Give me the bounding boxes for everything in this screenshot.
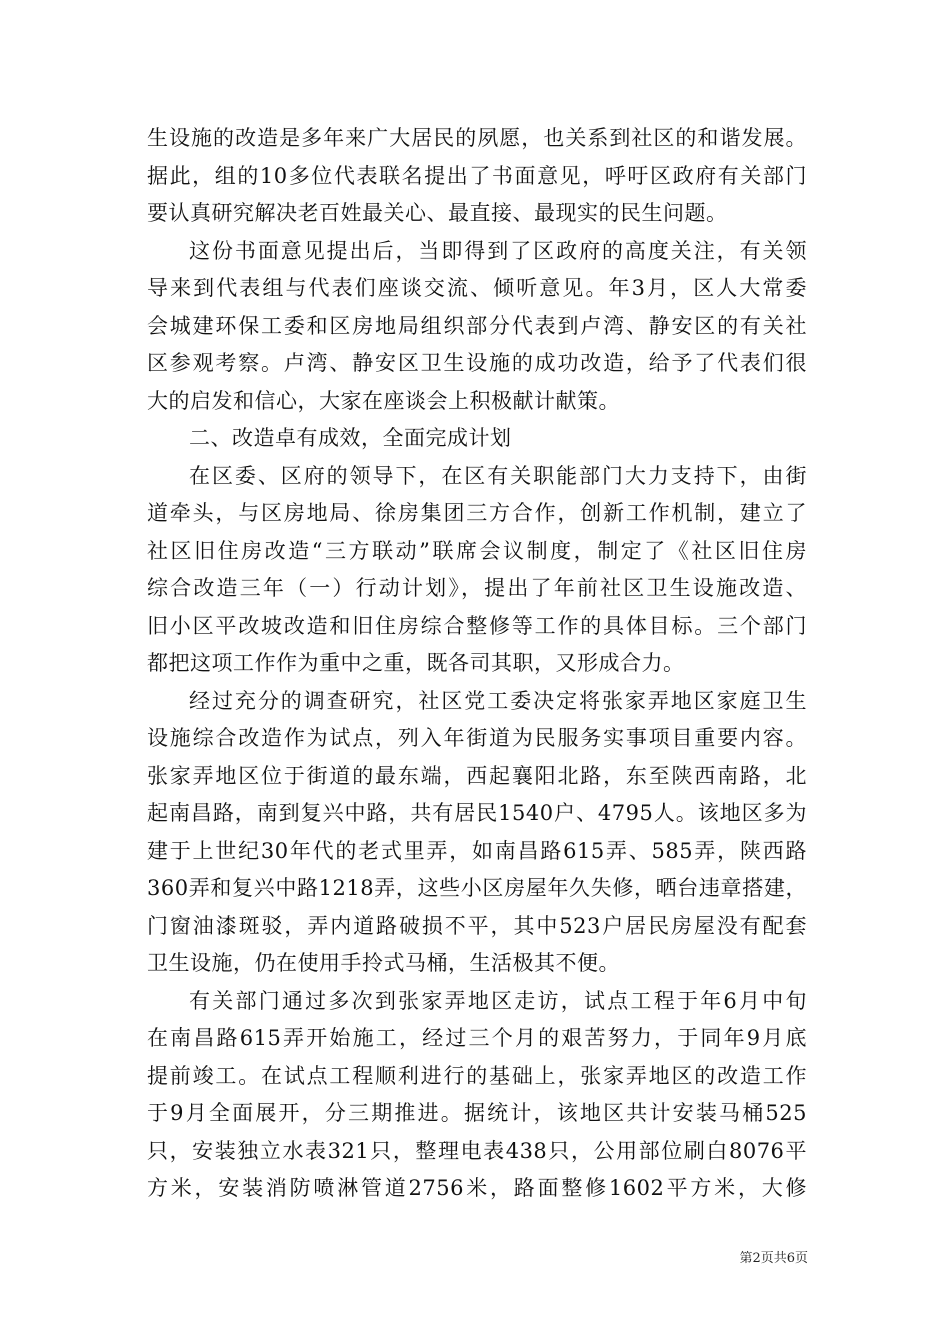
text-line: 都把这项工作作为重中之重，既各司其职，又形成合力。 — [147, 651, 685, 675]
text-line: 社区旧住房改造“三方联动”联席会议制度，制定了《社区旧住房 — [147, 538, 807, 563]
text-line: 360弄和复兴中路1218弄，这些小区房屋年久失修，晒台违章搭建， — [147, 876, 807, 900]
text-line: 导来到代表组与代表们座谈交流、倾听意见。年3月，区人大常委 — [147, 276, 807, 300]
text-line: 于9月全面展开，分三期推进。据统计，该地区共计安装马桶525 — [147, 1101, 807, 1125]
text-line: 设施综合改造作为试点，列入年街道为民服务实事项目重要内容。 — [147, 726, 807, 750]
paragraph-first-line: 经过充分的调查研究，社区党工委决定将张家弄地区家庭卫生 — [189, 688, 807, 713]
text-line: 在南昌路615弄开始施工，经过三个月的艰苦努力，于同年9月底 — [147, 1026, 807, 1050]
paragraph-first-line: 在区委、区府的领导下，在区有关职能部门大力支持下，由街 — [189, 463, 807, 488]
page-footer — [0, 1247, 950, 1266]
text-line: 门窗油漆斑驳，弄内道路破损不平，其中523户居民房屋没有配套 — [147, 913, 807, 938]
paragraph-first-line: 有关部门通过多次到张家弄地区走访，试点工程于年6月中旬 — [189, 988, 807, 1013]
page-number-label: 第2页共6页 — [739, 1251, 808, 1266]
text-line: 生设施的改造是多年来广大居民的夙愿，也关系到社区的和谐发展。 — [147, 126, 807, 150]
text-line: 大的启发和信心，大家在座谈会上积极献计献策。 — [147, 388, 620, 413]
text-line: 卫生设施，仍在使用手拎式马桶，生活极其不便。 — [147, 951, 620, 975]
text-line: 区参观考察。卢湾、静安区卫生设施的成功改造，给予了代表们很 — [147, 351, 807, 375]
text-line: 旧小区平改坡改造和旧住房综合整修等工作的具体目标。三个部门 — [147, 613, 807, 638]
text-line: 要认真研究解决老百姓最关心、最直接、最现实的民生问题。 — [147, 201, 728, 225]
text-line: 建于上世纪30年代的老式里弄，如南昌路615弄、585弄，陕西路 — [147, 838, 807, 863]
text-line: 张家弄地区位于街道的最东端，西起襄阳北路，东至陕西南路，北 — [147, 763, 807, 788]
text-line: 提前竣工。在试点工程顺利进行的基础上，张家弄地区的改造工作 — [147, 1063, 807, 1088]
text-line: 综合改造三年（一）行动计划》，提出了年前社区卫生设施改造、 — [147, 576, 807, 600]
text-line: 会城建环保工委和区房地局组织部分代表到卢湾、静安区的有关社 — [147, 313, 807, 338]
text-line: 据此，组的10多位代表联名提出了书面意见，呼吁区政府有关部门 — [147, 163, 807, 188]
paragraph-first-line: 这份书面意见提出后，当即得到了区政府的高度关注，有关领 — [189, 238, 807, 263]
text-line: 道牵头，与区房地局、徐房集团三方合作，创新工作机制，建立了 — [147, 501, 807, 525]
paragraph-first-line: 二、改造卓有成效，全面完成计划 — [189, 426, 512, 450]
text-line: 方米，安装消防喷淋管道2756米，路面整修1602平方米，大修 — [147, 1176, 807, 1200]
text-line: 起南昌路，南到复兴中路，共有居民1540户、4795人。该地区多为 — [147, 801, 807, 825]
text-line: 只，安装独立水表321只，整理电表438只，公用部位刷白8076平 — [147, 1138, 807, 1163]
document-body — [147, 120, 807, 1208]
